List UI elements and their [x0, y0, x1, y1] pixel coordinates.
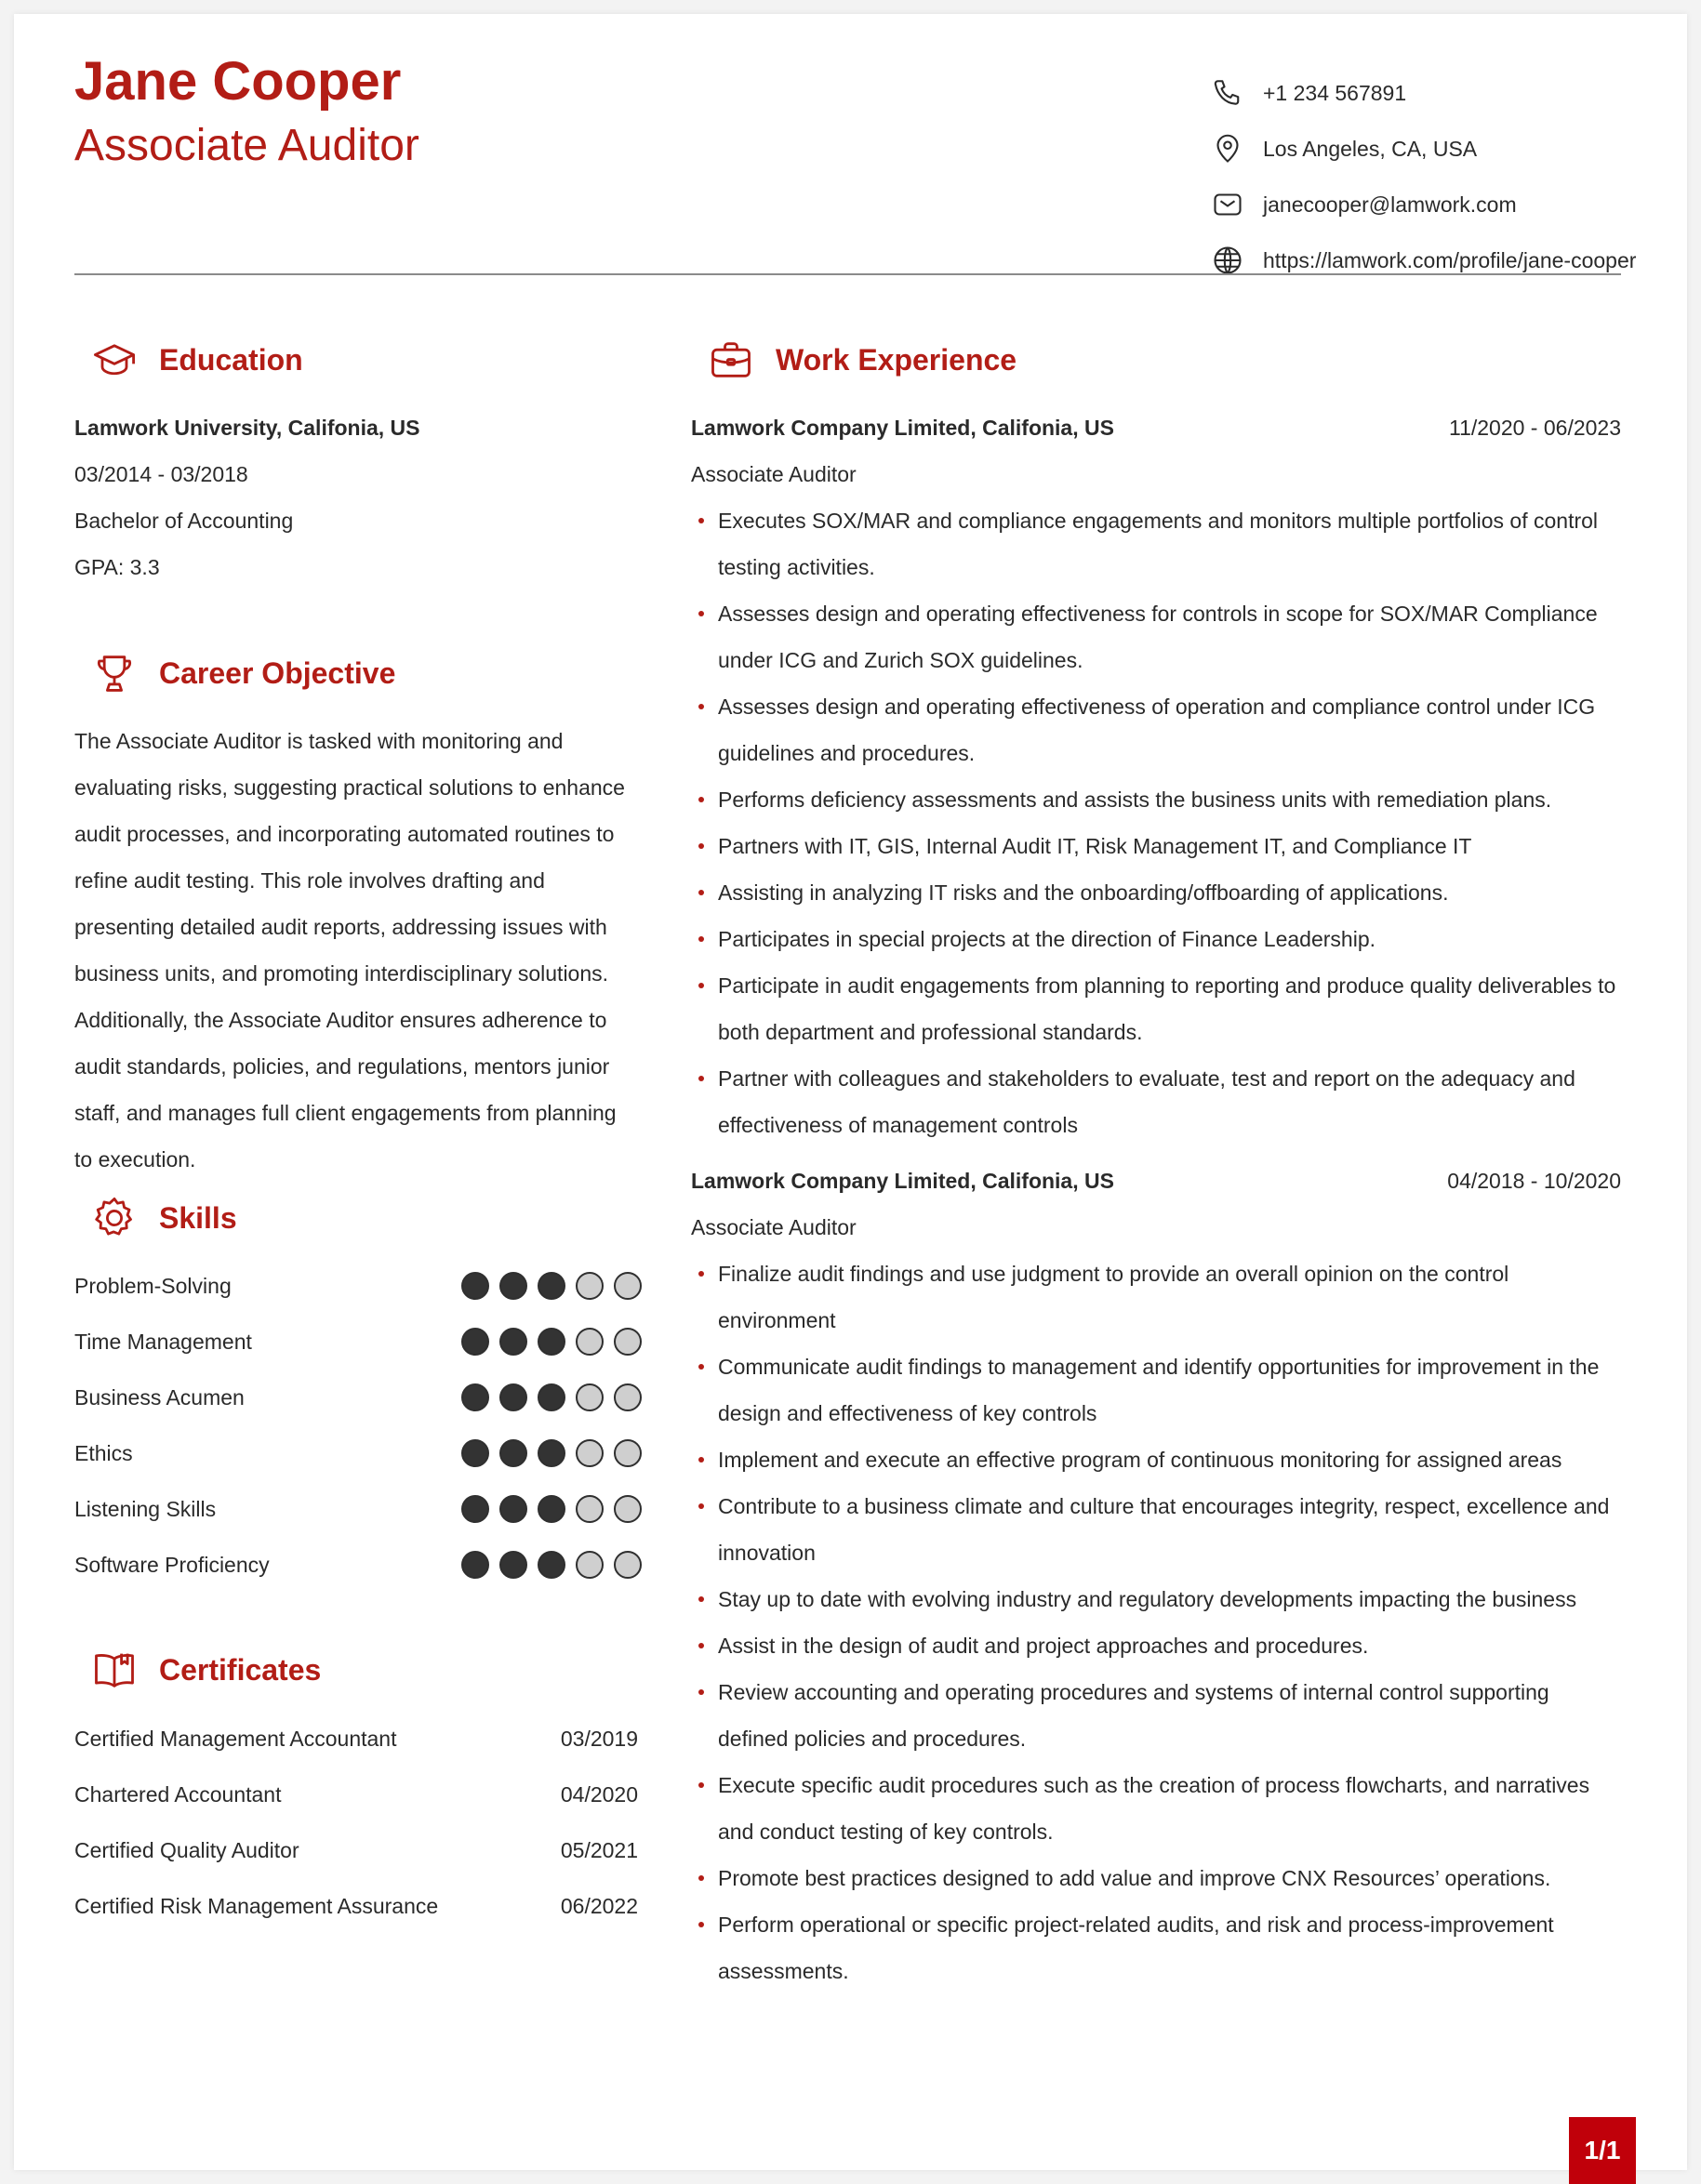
- rating-dot-empty: [576, 1439, 604, 1467]
- location-text: Los Angeles, CA, USA: [1263, 136, 1478, 161]
- skill-row: [74, 1481, 642, 1537]
- certificate-row: [74, 1767, 638, 1822]
- rating-dot-filled: [499, 1495, 527, 1523]
- rating-dot-filled: [538, 1439, 565, 1467]
- list-item: Execute specific audit procedures such as the creation of process flowcharts, and narratives and conduct testing of key controls.: [691, 1762, 1621, 1855]
- list-item: Assist in the design of audit and project approaches and procedures.: [691, 1622, 1621, 1669]
- rating-dot-empty: [576, 1551, 604, 1579]
- rating-dot-empty: [576, 1272, 604, 1300]
- list-item: Executes SOX/MAR and compliance engagements and monitors multiple portfolios of control testing activities.: [691, 497, 1621, 590]
- objective-text: The Associate Auditor is tasked with monitoring and evaluating risks, suggesting practical solutions to enhance audit processes, and incorporating automated routines to refine audit testing. This role involves drafting and presenting detailed audit reports, addressing issues with business units, and promoting interdisciplinary solutions. Additionally, the Associate Auditor ensures adherence to audit standards, policies, and regulations, mentors junior staff, and manages full client engagements from planning to execution.: [74, 729, 625, 1171]
- skill-rating: [461, 1328, 642, 1356]
- list-item: Assesses design and operating effectiveness for controls in scope for SOX/MAR Compliance under ICG and Zurich SOX guidelines.: [691, 590, 1621, 683]
- list-item: Perform operational or specific project-related audits, and risk and process-improvement assessments.: [691, 1901, 1621, 1994]
- job-bullets: [691, 497, 1621, 1148]
- certificate-date: 06/2022: [560, 1893, 638, 1918]
- job-header: [691, 1158, 1621, 1204]
- rating-dot-filled: [538, 1328, 565, 1356]
- work-experience-list: [691, 404, 1621, 1994]
- phone-text: +1 234 567891: [1263, 80, 1407, 105]
- objective-heading: Career Objective: [88, 647, 395, 699]
- list-item: Assisting in analyzing IT risks and the onboarding/offboarding of applications.: [691, 869, 1621, 916]
- rating-dot-empty: [614, 1328, 642, 1356]
- skill-row: [74, 1314, 642, 1370]
- list-item: Performs deficiency assessments and assists the business units with remediation plans.: [691, 776, 1621, 823]
- job-dates: 11/2020 - 06/2023: [1448, 416, 1621, 440]
- list-item: Participates in special projects at the direction of Finance Leadership.: [691, 916, 1621, 962]
- rating-dot-filled: [499, 1551, 527, 1579]
- list-item: Stay up to date with evolving industry and regulatory developments impacting the business: [691, 1576, 1621, 1622]
- gear-icon: [88, 1192, 140, 1244]
- skill-label: Ethics: [74, 1440, 133, 1465]
- rating-dot-filled: [461, 1439, 489, 1467]
- certificate-row: [74, 1878, 638, 1934]
- contact-list: [1209, 65, 1646, 288]
- skill-rating: [461, 1439, 642, 1467]
- rating-dot-filled: [461, 1551, 489, 1579]
- certificate-name: Certified Quality Auditor: [74, 1837, 299, 1862]
- skill-label: Time Management: [74, 1329, 252, 1354]
- job-entry: [691, 1158, 1621, 1994]
- education-heading: Education: [88, 334, 303, 386]
- skills-list: [74, 1258, 642, 1593]
- resume-page: [14, 14, 1687, 2170]
- education-entry: [74, 404, 632, 590]
- header-divider: [74, 273, 1621, 275]
- skill-rating: [461, 1383, 642, 1411]
- job-bullets: [691, 1251, 1621, 1994]
- skill-rating: [461, 1272, 642, 1300]
- certificate-name: Certified Risk Management Assurance: [74, 1893, 439, 1918]
- phone-icon: [1209, 74, 1246, 112]
- contact-website[interactable]: [1209, 232, 1646, 288]
- skills-heading: Skills: [88, 1192, 237, 1244]
- skill-row: [74, 1425, 642, 1481]
- skill-label: Software Proficiency: [74, 1552, 270, 1577]
- job-title: Associate Auditor: [691, 1215, 857, 1239]
- list-item: Assesses design and operating effectiveness of operation and compliance control under ICG guidelines and procedures.: [691, 683, 1621, 776]
- certificate-date: 05/2021: [560, 1837, 638, 1862]
- map-pin-icon: [1209, 130, 1246, 167]
- contact-email[interactable]: [1209, 177, 1646, 232]
- rating-dot-empty: [614, 1551, 642, 1579]
- trophy-icon: [88, 647, 140, 699]
- rating-dot-filled: [461, 1272, 489, 1300]
- rating-dot-empty: [614, 1272, 642, 1300]
- skill-row: [74, 1370, 642, 1425]
- certificate-row: [74, 1822, 638, 1878]
- list-item: Participate in audit engagements from planning to reporting and produce quality deliverables to both department and professional standards.: [691, 962, 1621, 1055]
- page-indicator: 1/1: [1569, 2117, 1636, 2184]
- open-book-icon: [88, 1644, 140, 1696]
- list-item: Review accounting and operating procedures and systems of internal control supporting defined policies and procedures.: [691, 1669, 1621, 1762]
- rating-dot-filled: [461, 1495, 489, 1523]
- candidate-role: Associate Auditor: [74, 121, 419, 170]
- rating-dot-filled: [538, 1272, 565, 1300]
- rating-dot-empty: [614, 1495, 642, 1523]
- list-item: Finalize audit findings and use judgment to provide an overall opinion on the control environment: [691, 1251, 1621, 1343]
- list-item: Contribute to a business climate and culture that encourages integrity, respect, excellence and innovation: [691, 1483, 1621, 1576]
- skill-label: Business Acumen: [74, 1384, 245, 1410]
- certificate-row: [74, 1711, 638, 1767]
- certificate-name: Chartered Accountant: [74, 1781, 282, 1807]
- job-dates: 04/2018 - 10/2020: [1447, 1169, 1621, 1193]
- certificate-date: 03/2019: [560, 1726, 638, 1751]
- certificates-heading: Certificates: [88, 1644, 321, 1696]
- rating-dot-empty: [576, 1495, 604, 1523]
- skill-rating: [461, 1551, 642, 1579]
- education-school: Lamwork University, Califonia, US: [74, 416, 420, 440]
- skill-row: [74, 1537, 642, 1593]
- list-item: Partners with IT, GIS, Internal Audit IT, Risk Management IT, and Compliance IT: [691, 823, 1621, 869]
- candidate-name: Jane Cooper: [74, 51, 402, 112]
- education-dates: 03/2014 - 03/2018: [74, 462, 248, 486]
- rating-dot-filled: [538, 1551, 565, 1579]
- rating-dot-filled: [461, 1328, 489, 1356]
- education-degree: Bachelor of Accounting: [74, 509, 294, 533]
- certificate-date: 04/2020: [560, 1781, 638, 1807]
- job-company: Lamwork Company Limited, Califonia, US: [691, 416, 1114, 440]
- skill-row: [74, 1258, 642, 1314]
- education-gpa: GPA: 3.3: [74, 555, 160, 579]
- rating-dot-filled: [499, 1383, 527, 1411]
- certificate-name: Certified Management Accountant: [74, 1726, 397, 1751]
- list-item: Implement and execute an effective program of continuous monitoring for assigned areas: [691, 1436, 1621, 1483]
- rating-dot-empty: [576, 1328, 604, 1356]
- work-heading: Work Experience: [705, 334, 1017, 386]
- job-company: Lamwork Company Limited, Califonia, US: [691, 1169, 1114, 1193]
- rating-dot-empty: [614, 1439, 642, 1467]
- email-link[interactable]: janecooper@lamwork.com: [1263, 192, 1517, 217]
- graduation-cap-icon: [88, 334, 140, 386]
- skill-rating: [461, 1495, 642, 1523]
- skill-label: Listening Skills: [74, 1496, 217, 1521]
- rating-dot-filled: [538, 1495, 565, 1523]
- rating-dot-filled: [538, 1383, 565, 1411]
- rating-dot-filled: [499, 1272, 527, 1300]
- rating-dot-empty: [614, 1383, 642, 1411]
- job-header: [691, 404, 1621, 451]
- list-item: Partner with colleagues and stakeholders to evaluate, test and report on the adequacy and effectiveness of management controls: [691, 1055, 1621, 1148]
- briefcase-icon: [705, 334, 757, 386]
- skill-label: Problem-Solving: [74, 1273, 232, 1298]
- rating-dot-filled: [461, 1383, 489, 1411]
- rating-dot-filled: [499, 1328, 527, 1356]
- rating-dot-filled: [499, 1439, 527, 1467]
- contact-location: [1209, 121, 1646, 177]
- list-item: Communicate audit findings to management and identify opportunities for improvement in the design and effectiveness of key controls: [691, 1343, 1621, 1436]
- job-entry: [691, 404, 1621, 1148]
- list-item: Promote best practices designed to add value and improve CNX Resources’ operations.: [691, 1855, 1621, 1901]
- mail-icon: [1209, 186, 1246, 223]
- rating-dot-empty: [576, 1383, 604, 1411]
- certificates-list: [74, 1711, 638, 1934]
- job-title: Associate Auditor: [691, 462, 857, 486]
- contact-phone: [1209, 65, 1646, 121]
- website-link[interactable]: https://lamwork.com/profile/jane-cooper: [1263, 247, 1637, 272]
